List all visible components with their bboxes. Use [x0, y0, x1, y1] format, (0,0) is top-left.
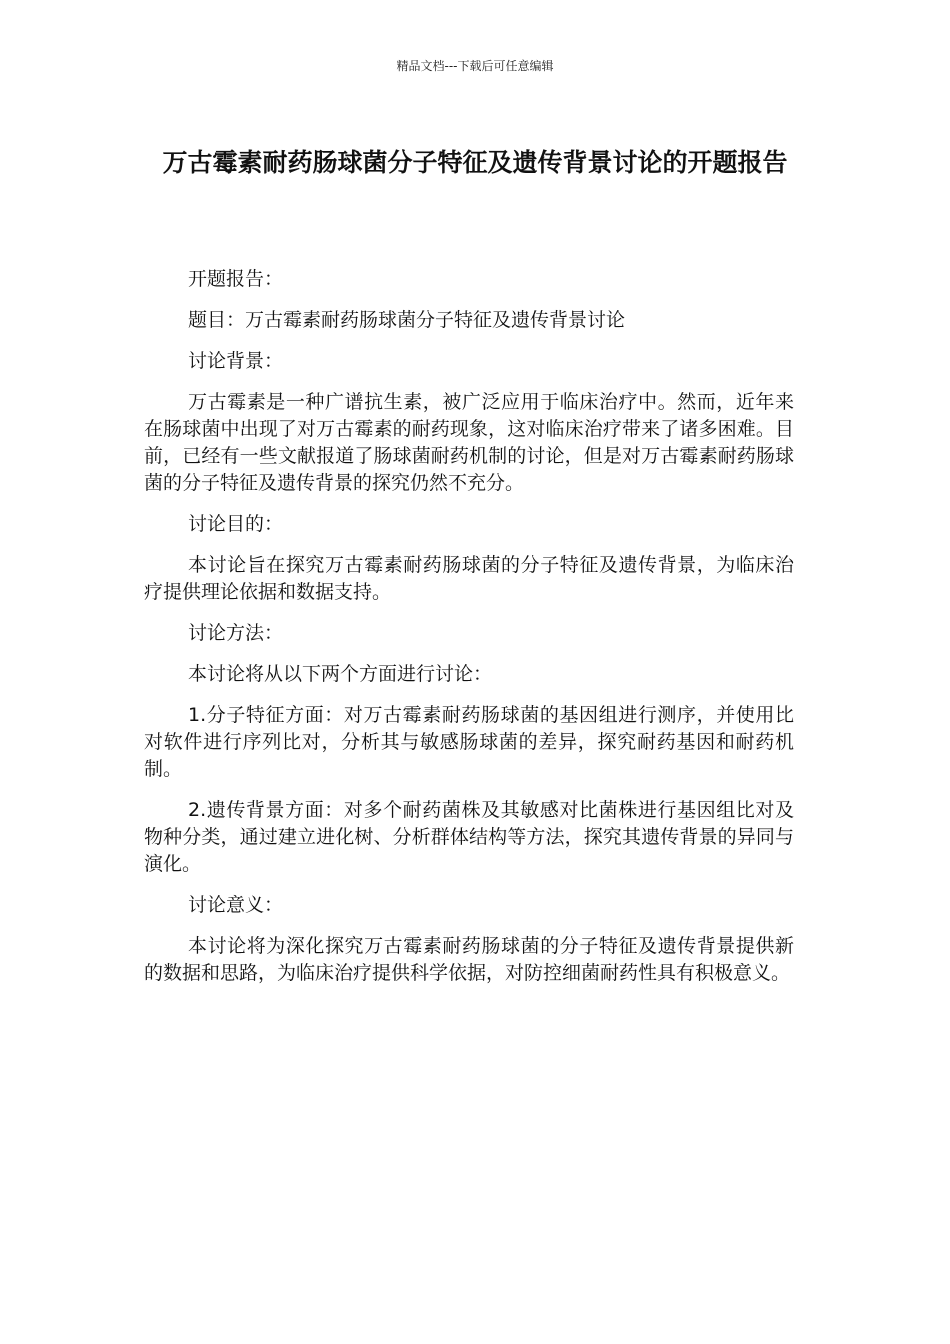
label-opening-report: 开题报告： — [188, 268, 284, 290]
document-title: 万古霉素耐药肠球菌分子特征及遗传背景讨论的开题报告 — [162, 148, 788, 177]
label-method: 讨论方法： — [188, 622, 284, 644]
page-header: 精品文档---下载后可任意编辑 — [396, 59, 554, 73]
label-topic: 题目：万古霉素耐药肠球菌分子特征及遗传背景讨论 — [188, 309, 626, 331]
document-body — [144, 266, 794, 1001]
label-significance: 讨论意义： — [188, 894, 284, 916]
label-purpose: 讨论目的： — [188, 513, 284, 535]
label-method-intro: 本讨论将从以下两个方面进行讨论： — [188, 663, 493, 685]
paragraph-purpose: 本讨论旨在探究万古霉素耐药肠球菌的分子特征及遗传背景，为临床治疗提供理论依据和数据支持。 — [144, 554, 794, 603]
paragraph-method-2: 2.遗传背景方面：对多个耐药菌株及其敏感对比菌株进行基因组比对及物种分类，通过建立进化树、分析群体结构等方法，探究其遗传背景的异同与演化。 — [144, 799, 794, 875]
paragraph-significance: 本讨论将为深化探究万古霉素耐药肠球菌的分子特征及遗传背景提供新的数据和思路，为临床治疗提供科学依据，对防控细菌耐药性具有积极意义。 — [144, 935, 794, 984]
paragraph-method-1: 1.分子特征方面：对万古霉素耐药肠球菌的基因组进行测序，并使用比对软件进行序列比对，分析其与敏感肠球菌的差异，探究耐药基因和耐药机制。 — [144, 704, 794, 780]
paragraph-background: 万古霉素是一种广谱抗生素，被广泛应用于临床治疗中。然而，近年来在肠球菌中出现了对万古霉素的耐药现象，这对临床治疗带来了诸多困难。目前，已经有一些文献报道了肠球菌耐药机制的讨论，但是对万古霉素耐药肠球菌的分子特征及遗传背景的探究仍然不充分。 — [144, 391, 794, 494]
label-background: 讨论背景： — [188, 350, 284, 372]
